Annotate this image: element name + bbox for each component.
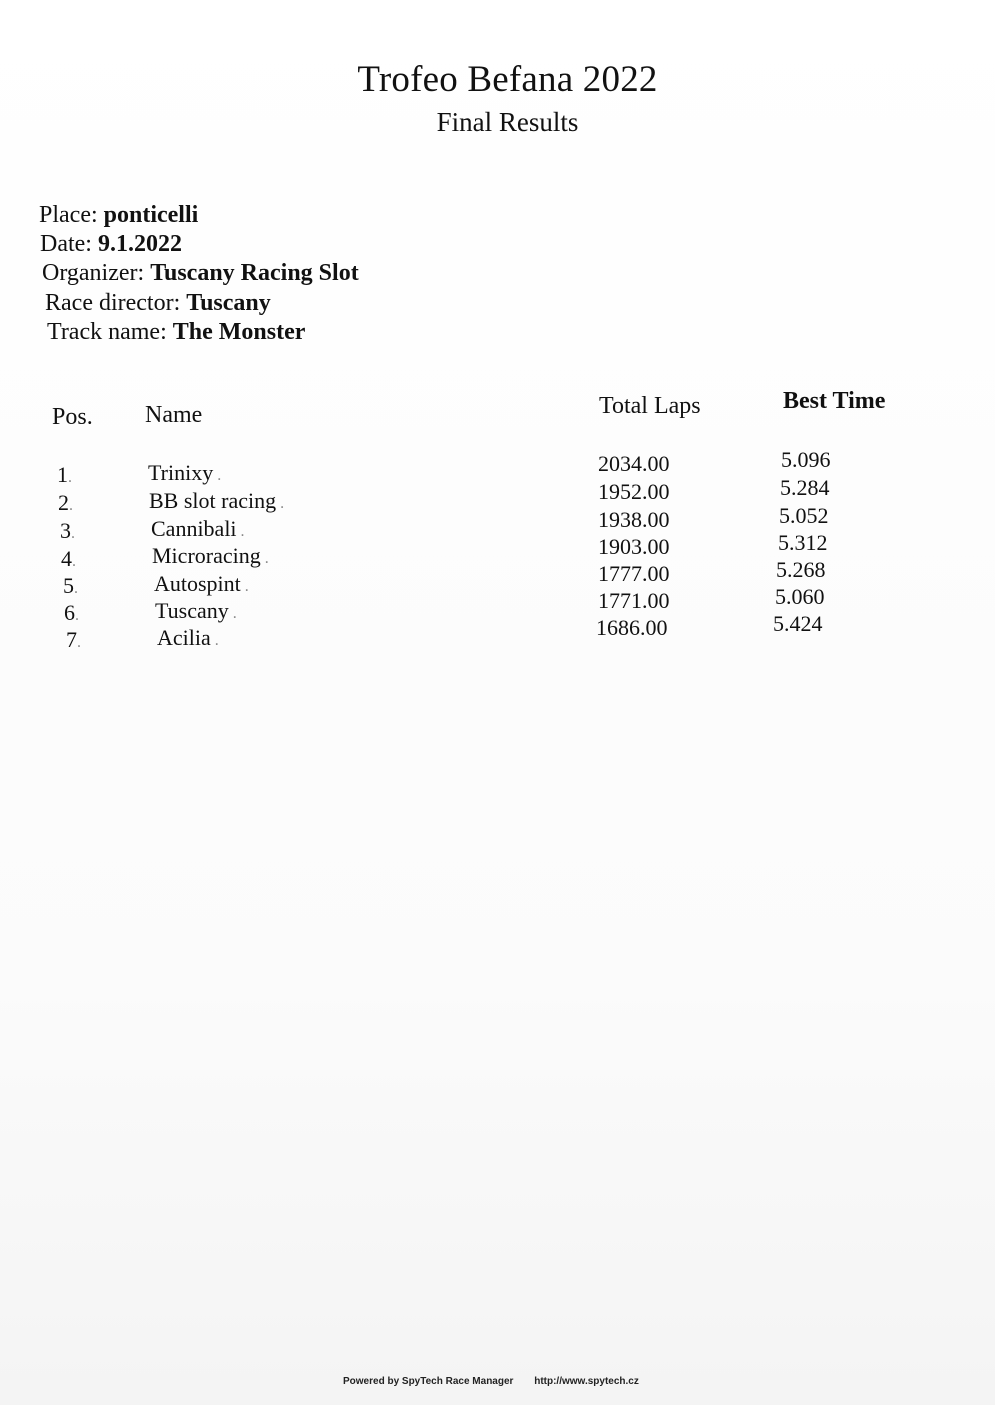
track-label: Track name:	[47, 319, 167, 345]
row-6-best: 5.060	[775, 584, 825, 609]
row-1-laps: 2034.00	[598, 451, 670, 476]
row-6-name: Tuscany .	[155, 598, 237, 624]
row-2-best: 5.284	[780, 475, 830, 500]
row-1-name: Trinixy .	[148, 460, 221, 486]
row-4-laps: 1903.00	[598, 534, 670, 559]
footer	[343, 1376, 639, 1387]
header-best-time: Best Time	[783, 388, 886, 414]
info-date	[40, 231, 182, 258]
row-5-name: Autospint .	[154, 571, 249, 597]
row-3-name: Cannibali .	[151, 516, 245, 542]
track-value: The Monster	[172, 319, 306, 345]
place-label: Place:	[39, 202, 98, 228]
director-value: Tuscany	[186, 290, 271, 316]
document-subtitle: Final Results	[436, 107, 579, 137]
document-title: Trofeo Befana 2022	[357, 59, 658, 100]
row-7-pos: 7 .	[66, 627, 81, 653]
header-name: Name	[145, 402, 203, 428]
row-2-name: BB slot racing .	[149, 488, 284, 514]
place-value: ponticelli	[103, 202, 199, 228]
row-6-pos: 6 .	[64, 600, 79, 626]
info-race-director	[45, 290, 271, 317]
organizer-label: Organizer:	[42, 260, 145, 286]
row-6-laps: 1771.00	[598, 588, 670, 613]
organizer-value: Tuscany Racing Slot	[150, 260, 359, 286]
date-value: 9.1.2022	[97, 231, 182, 257]
row-3-best: 5.052	[779, 503, 829, 528]
row-3-pos: 3 .	[60, 518, 75, 544]
row-3-laps: 1938.00	[598, 507, 670, 532]
row-7-laps: 1686.00	[596, 615, 668, 640]
row-1-pos: 1 .	[57, 462, 72, 488]
row-5-best: 5.268	[776, 557, 826, 582]
row-5-laps: 1777.00	[598, 561, 670, 586]
row-4-best: 5.312	[778, 530, 828, 555]
row-7-best: 5.424	[773, 611, 823, 636]
row-7-name: Acilia .	[157, 625, 219, 651]
info-track-name	[47, 319, 305, 346]
footer-link[interactable]: http://www.spytech.cz	[534, 1376, 639, 1387]
date-label: Date:	[40, 231, 92, 257]
director-label: Race director:	[45, 290, 181, 316]
row-1-best: 5.096	[781, 447, 831, 472]
info-organizer	[42, 260, 359, 287]
info-place	[39, 202, 198, 229]
footer-powered-by: Powered by SpyTech Race Manager	[343, 1376, 514, 1387]
header-total-laps: Total Laps	[599, 393, 701, 419]
row-4-name: Microracing .	[152, 543, 269, 569]
row-4-pos: 4 .	[61, 546, 76, 572]
row-5-pos: 5 .	[63, 573, 78, 599]
row-2-pos: 2 .	[58, 490, 73, 516]
row-2-laps: 1952.00	[598, 479, 670, 504]
header-pos: Pos.	[52, 404, 93, 430]
